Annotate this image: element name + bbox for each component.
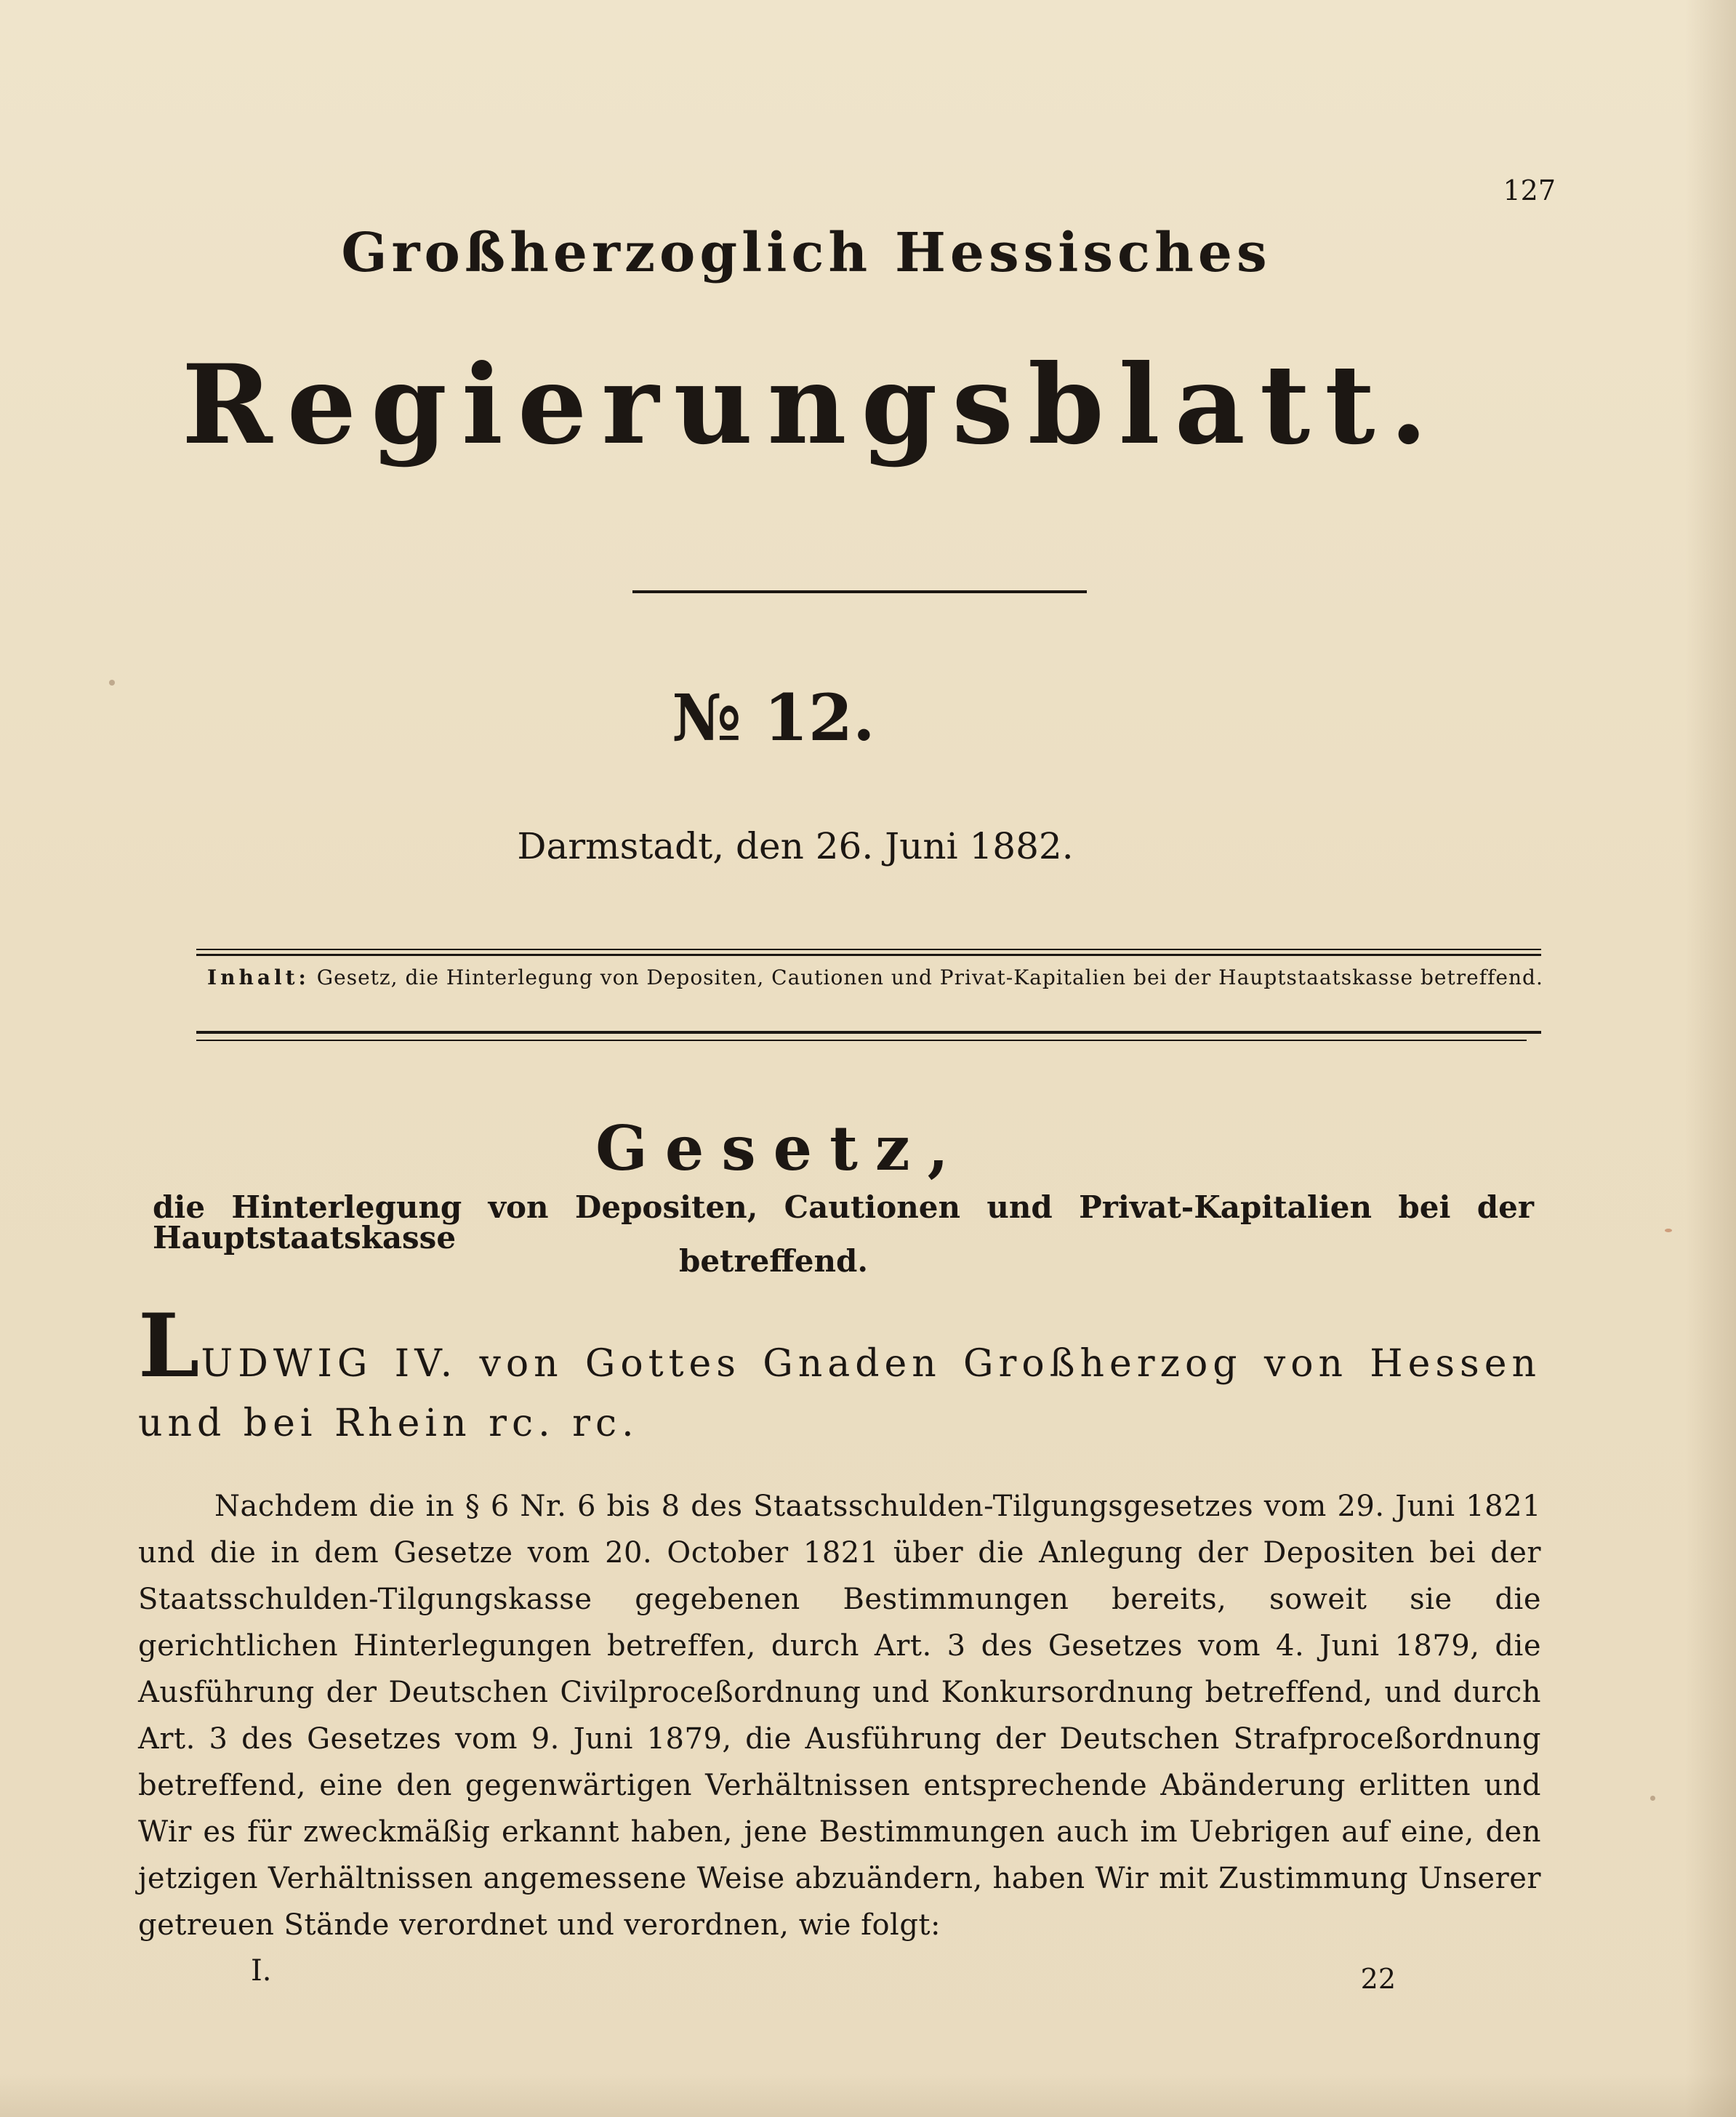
enactment-clause — [138, 1295, 1541, 1453]
masthead-rule — [632, 590, 1087, 593]
law-title: Gesetz, — [595, 1112, 966, 1184]
contents-label: Inhalt: — [207, 965, 310, 989]
section-mark: I. — [251, 1954, 272, 1988]
preamble-paragraph: Nachdem die in § 6 Nr. 6 bis 8 des Staatsschulden-Tilgungsgesetzes vom 29. Juni 1821 und die in dem Gesetze vom 20. October 1821 über die Anlegung der Depositen bei der Staatsschulden-Tilgungskasse gegebenen Bestimmungen bereits, soweit sie die gerichtlichen Hinterlegungen betreffen, durch Art. 3 des Gesetzes vom 4. Juni 1879, die Ausführung der Deutschen Civilproceßordnung und Konkursordnung betreffend, und durch Art. 3 des Gesetzes vom 9. Juni 1879, die Ausführung der Deutschen Strafproceßordnung betreffend, eine den gegenwärtigen Verhältnissen entsprechende Abänderung erlitten und Wir es für zweckmäßig erkannt haben, jene Bestimmungen auch im Uebrigen auf eine, den jetzigen Verhältnissen angemessene Weise abzuändern, haben Wir mit Zustimmung Unserer getreuen Stände verordnet und verordnen, wie folgt: — [138, 1490, 1541, 1942]
paper-speck — [1650, 1796, 1655, 1801]
law-subtitle-line1: die Hinterlegung von Depositen, Cautionen und Privat-Kapitalien bei der Hauptstaatskasse — [153, 1189, 1534, 1256]
masthead-title: Regierungsblatt. — [182, 341, 1442, 469]
contents-rule-top — [196, 954, 1541, 956]
contents-rule-bottom — [196, 1031, 1541, 1034]
contents-rule-top-thin — [196, 949, 1541, 950]
masthead-line1: Großherzoglich Hessisches — [341, 222, 1271, 284]
drop-cap: L — [138, 1295, 201, 1397]
contents-line — [207, 965, 1543, 989]
enactment-text: UDWIG IV. von Gottes Gnaden Großherzog von Hessen und bei Rhein rc. rc. — [138, 1342, 1541, 1445]
page-bottom-shadow — [0, 2073, 1736, 2117]
page-edge-shadow — [1685, 0, 1736, 2117]
dateline: Darmstadt, den 26. Juni 1882. — [517, 825, 1074, 867]
contents-text: Gesetz, die Hinterlegung von Depositen, Cautionen und Privat-Kapitalien bei der Hauptstaatskasse betreffend. — [316, 965, 1543, 989]
contents-rule-bottom-thin — [196, 1040, 1527, 1041]
paper-speck — [1665, 1229, 1672, 1232]
page-number: 127 — [1503, 174, 1556, 206]
law-subtitle-line2: betreffend. — [678, 1243, 869, 1279]
issue-number: № 12. — [672, 680, 875, 755]
signature-mark: 22 — [1360, 1963, 1396, 1995]
